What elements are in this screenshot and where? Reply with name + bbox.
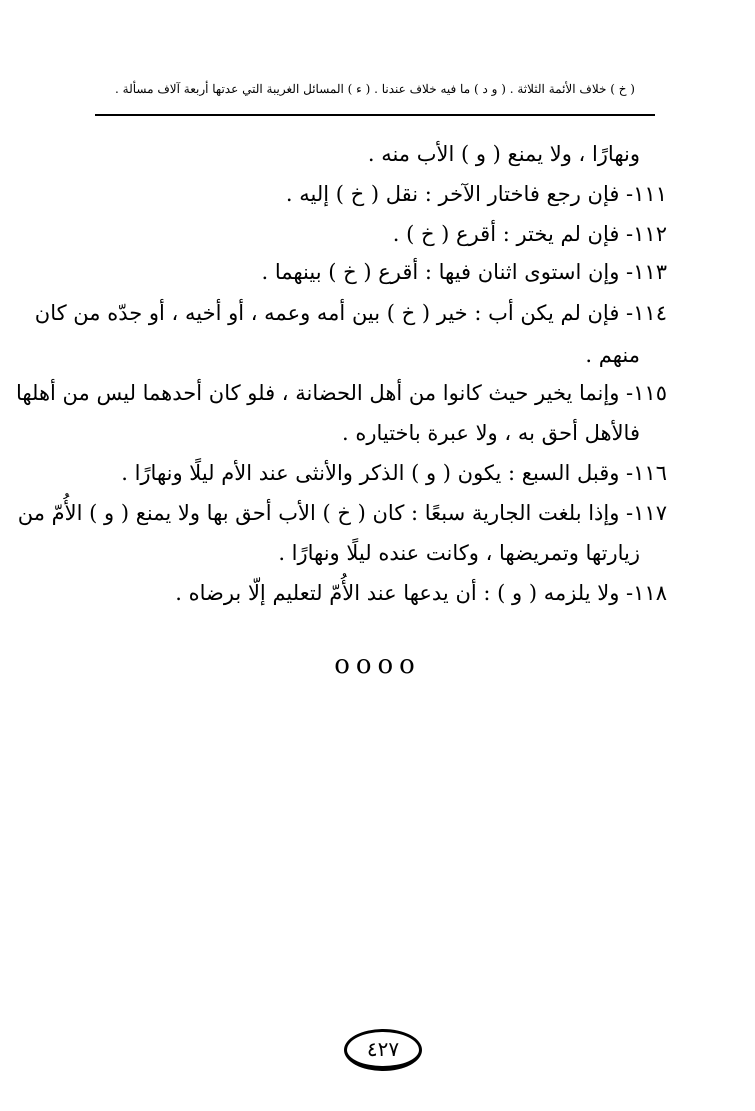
running-header: ( خ ) خلاف الأئمة الثلاثة . ( و د ) ما فيه خلاف عندنا . ( ء ) المسائل الغريبة التي عدتها أربعة آلاف مسألة . [115,82,635,96]
text-line: زيارتها وتمريضها ، وكانت عنده ليلًا ونهارًا . [278,541,640,565]
section-ornament: oooo [334,650,421,680]
text-line: ١١٥- وإنما يخير حيث كانوا من أهل الحضانة ، فلو كان أحدهما ليس من أهلها [15,381,667,405]
text-line: فالأهل أحق به ، ولا عبرة باختياره . [341,421,640,445]
text-line: ١١٨- ولا يلزمه ( و ) : أن يدعها عند الأُمّ لتعليم إلّا برضاه . [175,581,667,605]
page-number: ٤٢٧ [344,1029,422,1071]
text-line: ١١١- فإن رجع فاختار الآخر : نقل ( خ ) إليه . [285,182,667,206]
text-line: منهم . [585,343,640,367]
text-line: ١١٣- وإن استوى اثنان فيها : أقرع ( خ ) بينهما . [261,260,667,284]
text-line: ١١٧- وإذا بلغت الجارية سبعًا : كان ( خ ) الأب أحق بها ولا يمنع ( و ) الأُمّ من [17,501,667,525]
text-line: ١١٢- فإن لم يختر : أقرع ( خ ) . [392,222,667,246]
text-line: ١١٦- وقبل السبع : يكون ( و ) الذكر والأنثى عند الأم ليلًا ونهارًا . [121,461,667,485]
header-rule [95,114,655,116]
text-line: ١١٤- فإن لم يكن أب : خير ( خ ) بين أمه وعمه ، أو أخيه ، أو جدّه من كان [34,301,667,325]
text-line: ونهارًا ، ولا يمنع ( و ) الأب منه . [367,142,640,166]
